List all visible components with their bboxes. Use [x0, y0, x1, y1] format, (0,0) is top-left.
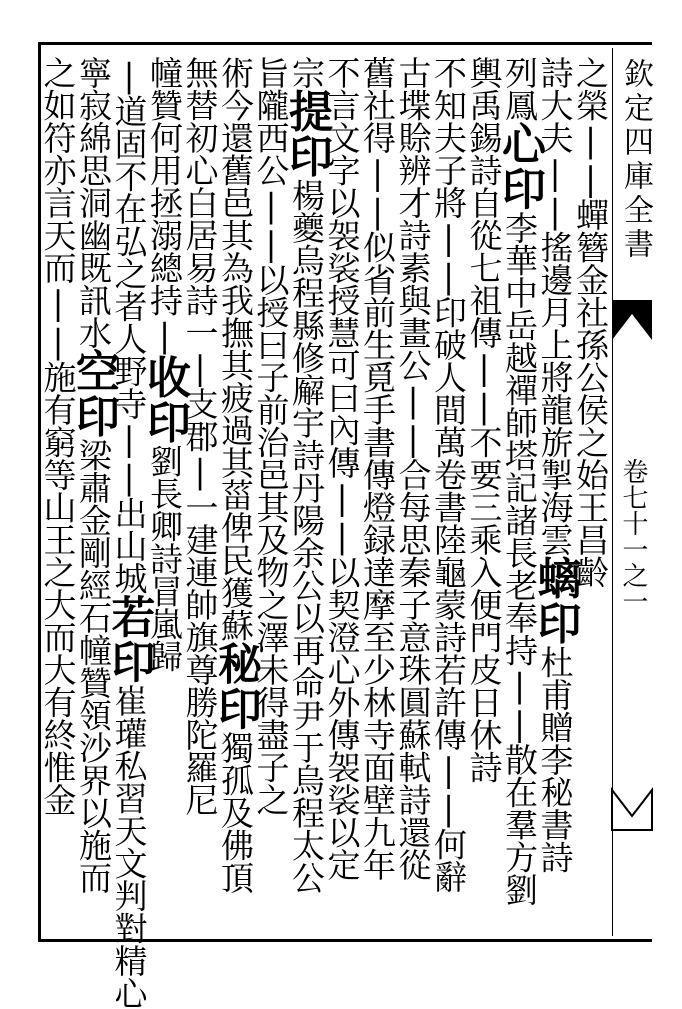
- text-column: [251, 56, 291, 916]
- text-column: [429, 56, 469, 916]
- fish-tail-ornament-icon: [612, 790, 652, 830]
- text-column: [571, 56, 611, 916]
- entry-heading: 心印: [494, 121, 545, 211]
- column-text: 詩大夫||搖邊月上將龍旂掣海雲: [535, 56, 575, 556]
- column-text: 梁肅金剛經石幢贊領沙界以施而: [74, 438, 113, 894]
- text-column: [38, 56, 78, 916]
- column-rule: [612, 48, 613, 936]
- column-text: 不言文字以袈裟授慧可曰內傳||以契澄心外傳袈裟以定: [322, 56, 362, 881]
- column-text: 施有窮等山王之大而大有終惟金: [38, 360, 78, 816]
- column-text: 術今還舊邑其為我撫其疲過其菑俾民獲蘇: [216, 56, 255, 641]
- text-column: [210, 56, 261, 916]
- column-text: 列鳳: [500, 56, 539, 121]
- column-text: 古堞賒辨才詩素與畫公||合每思秦子意珠圓蘇軾詩還從: [393, 56, 433, 881]
- text-column: [494, 56, 545, 916]
- column-text: 之如符亦言天而||: [38, 56, 78, 361]
- entry-heading: 秘印: [210, 641, 261, 731]
- text-column: [464, 56, 504, 916]
- text-column: [139, 56, 190, 916]
- entry-heading: 提印: [281, 88, 332, 179]
- column-text: 李華中岳越禪師塔記諸長老奉持||散在羣方劉: [500, 211, 539, 906]
- column-text: 尊勝陀羅尼: [180, 653, 220, 816]
- column-text: 宗: [287, 56, 326, 89]
- text-column: [103, 56, 155, 1009]
- entry-heading: 螭印: [529, 555, 581, 646]
- column-text: 杜甫贈李秘書詩: [535, 645, 575, 873]
- fish-tail-ornament-icon: [612, 300, 652, 340]
- text-column: [393, 56, 433, 916]
- text-column: [358, 56, 398, 916]
- column-text: 寧寂綿思洞幽既訊水: [74, 56, 113, 349]
- column-text: 獨孤及佛頂: [216, 731, 255, 894]
- column-text: 野寺||出山城: [109, 354, 149, 594]
- column-text: 幢贊何用拯溺總持|: [145, 56, 184, 355]
- book-title: 欽定四庫全書: [618, 58, 653, 262]
- column-text: 旨: [251, 56, 291, 89]
- column-text: 劉長卿詩冒嵐歸: [145, 444, 184, 672]
- column-text: 崔瓘私習天文判對精心: [109, 684, 149, 1009]
- text-column: [180, 56, 220, 916]
- column-text: 之榮||蟬簪金社孫公侯之始王昌齡: [571, 56, 610, 588]
- text-column: [322, 56, 362, 916]
- text-column: [281, 56, 332, 916]
- column-text: |道固不在弘之者人: [109, 56, 149, 355]
- column-text: 隴西公||以授曰子前治邑其及物之澤未得盡子之: [251, 88, 291, 816]
- column-text: 輿: [464, 56, 504, 89]
- entry-heading: 收印: [139, 354, 190, 445]
- column-text: 無替初心白居易詩一|支郡|一建連帥旗: [180, 56, 220, 653]
- column-text: 舊社得||似省前生覓手書傳燈録達摩至少林寺面壁九年: [358, 56, 397, 881]
- entry-heading: 若印: [103, 594, 155, 684]
- entry-heading: 空印: [68, 348, 119, 439]
- column-text: 楊夔烏程縣修廨宇詩丹陽余公以再命尹于烏程太公: [287, 178, 326, 894]
- volume-label: 卷七十一之一: [618, 458, 648, 614]
- text-column: [68, 56, 119, 916]
- column-text: 禹錫詩自從七祖傳||不要三乘入便門皮日休詩: [464, 88, 504, 783]
- column-text: 不知夫子將||印破人間萬卷書陸龜蒙詩若許傳||何辭: [429, 56, 468, 893]
